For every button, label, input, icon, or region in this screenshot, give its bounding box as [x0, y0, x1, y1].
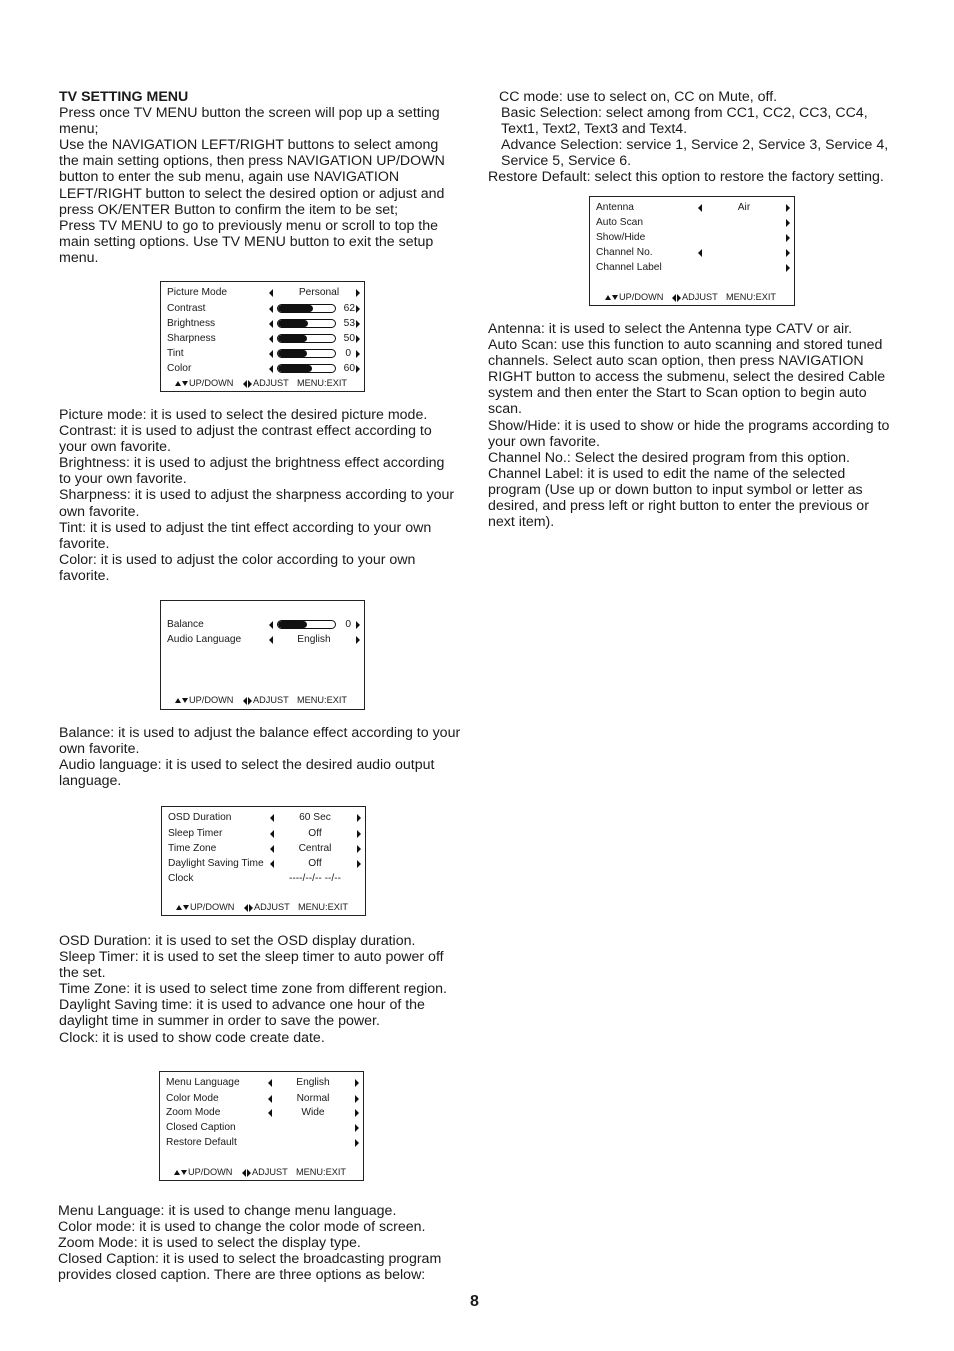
cc-line: CC mode: use to select on, CC on Mute, off. [499, 89, 778, 105]
desc-line: channels. Select auto scan option, then press NAVIGATION [488, 353, 864, 370]
desc-line: Auto Scan: use this function to auto scanning and stored tuned [488, 337, 883, 354]
menu-row-tint[interactable] [167, 346, 358, 361]
menu-row-label: Color Mode [166, 1093, 219, 1104]
menu-row-zoom-mode[interactable] [166, 1105, 357, 1120]
channel-description [488, 321, 908, 530]
left-arrow-icon[interactable] [269, 621, 273, 629]
desc-line: Channel No.: Select the desired program from this option. [488, 449, 850, 466]
right-arrow-icon[interactable] [356, 320, 360, 328]
desc-line: system and then enter the Start to Scan option to begin auto [488, 385, 867, 402]
menu-row-channel-label[interactable] [596, 260, 788, 275]
right-arrow-icon[interactable] [786, 234, 790, 242]
intro-line: Use the NAVIGATION LEFT/RIGHT buttons to select among [59, 137, 439, 154]
menu-row-label: Balance [167, 619, 204, 630]
up-down-icon [174, 1169, 188, 1177]
level-slider[interactable] [277, 319, 336, 328]
menu-row-label: Tint [167, 348, 184, 359]
intro-line: the main setting options, then press NAVIGATION UP/DOWN [59, 153, 445, 170]
menu-row-value: Wide [301, 1107, 325, 1118]
desc-line: Audio language: it is used to select the desired audio output [59, 757, 435, 774]
left-arrow-icon[interactable] [268, 1095, 272, 1103]
menu-row-label: Sharpness [167, 333, 216, 344]
right-arrow-icon[interactable] [356, 289, 360, 297]
menu-row-closed-caption[interactable] [166, 1120, 357, 1135]
menu-row-label: Closed Caption [166, 1122, 236, 1133]
picture-description [59, 407, 479, 584]
right-arrow-icon[interactable] [357, 860, 361, 868]
exit-hint: MENU:EXIT [297, 695, 348, 705]
desc-line: provides closed caption. There are three options as below: [58, 1267, 426, 1284]
intro-line: press OK/ENTER Button to confirm the item to be set; [59, 201, 399, 218]
up-down-icon [605, 294, 619, 302]
desc-line: OSD Duration: it is used to set the OSD display duration. [59, 933, 416, 949]
desc-line: Show/Hide: it is used to show or hide the programs according to [488, 417, 890, 434]
exit-hint: MENU:EXIT [726, 292, 777, 302]
menu-row-osd-duration[interactable] [168, 810, 359, 825]
right-arrow-icon[interactable] [355, 1124, 359, 1132]
menu-row-label: Audio Language [167, 634, 242, 645]
left-arrow-icon[interactable] [269, 289, 273, 297]
menu-row-value: Personal [298, 287, 340, 298]
menu-row-picture-mode[interactable] [167, 285, 358, 300]
adjust-hint: ADJUST [252, 1167, 288, 1177]
adjust-hint: ADJUST [254, 902, 290, 912]
right-arrow-icon[interactable] [786, 219, 790, 227]
desc-line: favorite. [59, 567, 110, 584]
desc-line: language. [59, 773, 122, 790]
menu-row-label: Menu Language [166, 1077, 240, 1088]
channel-menu-box [589, 196, 795, 306]
menu-row-value: 50 [343, 333, 355, 344]
menu-row-value: ----/--/-- --/-- [288, 873, 342, 884]
updown-hint: UP/DOWN [190, 902, 235, 912]
audio-menu-box [160, 600, 365, 710]
desc-line: RIGHT button to access the submenu, select the desired Cable [488, 369, 886, 386]
desc-line: own favorite. [59, 503, 140, 520]
left-arrow-icon[interactable] [269, 305, 273, 313]
menu-row-label: Color [167, 363, 192, 374]
cc-line: Service 5, Service 6. [501, 153, 632, 170]
right-arrow-icon[interactable] [356, 350, 360, 358]
updown-hint: UP/DOWN [189, 695, 234, 705]
menu-row-label: Channel Label [596, 262, 662, 273]
desc-line: Color mode: it is used to change the color mode of screen. [58, 1219, 426, 1236]
left-arrow-icon[interactable] [698, 249, 702, 257]
page-number: 8 [470, 1293, 479, 1310]
menu-row-time-zone[interactable] [168, 841, 359, 856]
menu-row-clock [168, 871, 359, 886]
menu-row-value: Off [308, 858, 322, 869]
right-arrow-icon[interactable] [356, 305, 360, 313]
right-arrow-icon[interactable] [356, 621, 360, 629]
level-slider[interactable] [277, 620, 336, 629]
level-slider[interactable] [277, 349, 336, 358]
menu-row-color[interactable] [167, 361, 358, 376]
menu-row-sleep-timer[interactable] [168, 826, 359, 841]
desc-line: Sleep Timer: it is used to set the sleep timer to auto power off [59, 949, 444, 966]
desc-line: Menu Language: it is used to change menu language. [58, 1203, 397, 1219]
desc-line: desired, and press left or right button to enter the previous or [488, 498, 869, 515]
menu-row-value: English [296, 1077, 330, 1088]
time-menu-box [161, 806, 366, 916]
right-arrow-icon[interactable] [355, 1139, 359, 1147]
intro-line: Press once TV MENU button the screen will pop up a setting [59, 105, 440, 122]
menu-row-value: English [297, 634, 331, 645]
intro-line: menu. [59, 249, 99, 266]
menu-row-label: Sleep Timer [168, 828, 223, 839]
left-arrow-icon[interactable] [269, 320, 273, 328]
adjust-hint: ADJUST [682, 292, 718, 302]
menu-row-value: 60 [343, 363, 355, 374]
desc-line: Brightness: it is used to adjust the brightness effect according [59, 455, 445, 472]
desc-line: Daylight Saving time: it is used to advance one hour of the [59, 997, 425, 1014]
menu-row-label: Clock [168, 873, 194, 884]
intro-line: LEFT/RIGHT button to select the desired option or adjust and [59, 185, 445, 202]
up-down-icon [175, 380, 189, 388]
intro-line: button to enter the sub menu, again use NAVIGATION [59, 169, 400, 186]
right-arrow-icon[interactable] [356, 365, 360, 373]
left-right-icon [243, 380, 253, 388]
time-description [59, 933, 479, 1046]
section-heading: TV SETTING MENU [59, 89, 189, 105]
menu-row-sharpness[interactable] [167, 331, 358, 346]
menu-row-label: Daylight Saving Time [168, 858, 264, 869]
adjust-hint: ADJUST [253, 378, 289, 388]
desc-line: Tint: it is used to adjust the tint effect according to your own [59, 519, 432, 536]
right-arrow-icon[interactable] [355, 1079, 359, 1087]
right-arrow-icon[interactable] [356, 335, 360, 343]
left-intro-section [59, 89, 479, 266]
menu-row-value: Normal [296, 1093, 330, 1104]
updown-hint: UP/DOWN [619, 292, 664, 302]
cc-line: Advance Selection: service 1, Service 2, Service 3, Service 4, [501, 137, 889, 154]
menu-row-label: Auto Scan [596, 217, 644, 228]
updown-hint: UP/DOWN [189, 378, 234, 388]
desc-line: Sharpness: it is used to adjust the sharpness according to your [59, 487, 455, 504]
menu-row-channel-no[interactable] [596, 245, 788, 260]
desc-line: daylight time in summer in order to save the power. [59, 1013, 380, 1030]
left-arrow-icon[interactable] [270, 814, 274, 822]
menu-row-value: 0 [345, 348, 351, 359]
menu-row-balance[interactable] [167, 617, 358, 632]
updown-hint: UP/DOWN [188, 1167, 233, 1177]
desc-line: Picture mode: it is used to select the desired picture mode. [59, 407, 428, 423]
desc-line: your own favorite. [59, 439, 171, 456]
desc-line: scan. [488, 401, 522, 418]
intro-line: main setting options. Use TV MENU button to exit the setup [59, 233, 434, 250]
menu-row-value: 62 [343, 303, 355, 314]
menu-row-value: 53 [343, 318, 355, 329]
desc-line: favorite. [59, 535, 110, 552]
menu-row-value: Central [298, 843, 332, 854]
menu-row-label: Show/Hide [596, 232, 646, 243]
desc-line: program (Use up or down button to input symbol or letter as [488, 481, 863, 498]
menu-row-label: Contrast [167, 303, 206, 314]
exit-hint: MENU:EXIT [297, 378, 348, 388]
exit-hint: MENU:EXIT [296, 1167, 347, 1177]
menu-row-auto-scan[interactable] [596, 215, 788, 230]
left-right-icon [244, 904, 254, 912]
level-slider[interactable] [277, 334, 336, 343]
restore-line: Restore Default: select this option to restore the factory setting. [488, 169, 884, 186]
desc-line: Closed Caption: it is used to select the broadcasting program [58, 1251, 442, 1268]
menu-row-value: 60 Sec [299, 812, 331, 823]
menu-row-show-hide[interactable] [596, 230, 788, 245]
desc-line: Contrast: it is used to adjust the contrast effect according to [59, 423, 432, 440]
cc-line: Basic Selection: select among from CC1, CC2, CC3, CC4, [501, 105, 868, 122]
audio-description [59, 725, 479, 789]
menu-row-value: 0 [345, 619, 351, 630]
left-right-icon [242, 1169, 252, 1177]
right-arrow-icon[interactable] [786, 249, 790, 257]
left-right-icon [243, 697, 253, 705]
left-right-icon [672, 294, 682, 302]
menu-row-label: OSD Duration [168, 812, 232, 823]
level-slider[interactable] [277, 364, 336, 373]
menu-row-label: Time Zone [168, 843, 217, 854]
left-arrow-icon[interactable] [269, 636, 273, 644]
right-arrow-icon[interactable] [357, 830, 361, 838]
desc-line: the set. [59, 965, 106, 982]
picture-menu-box [160, 281, 365, 392]
menu-row-value: Off [308, 828, 322, 839]
left-arrow-icon[interactable] [270, 860, 274, 868]
adjust-hint: ADJUST [253, 695, 289, 705]
menu-row-restore-default[interactable] [166, 1135, 357, 1150]
menu-row-color-mode[interactable] [166, 1091, 357, 1106]
left-arrow-icon[interactable] [270, 830, 274, 838]
desc-line: your own favorite. [488, 433, 600, 450]
right-arrow-icon[interactable] [356, 636, 360, 644]
right-arrow-icon[interactable] [355, 1095, 359, 1103]
up-down-icon [176, 904, 190, 912]
desc-line: next item). [488, 514, 555, 531]
desc-line: Color: it is used to adjust the color according to your own [59, 551, 416, 568]
left-arrow-icon[interactable] [269, 335, 273, 343]
level-slider[interactable] [277, 304, 336, 313]
left-arrow-icon[interactable] [270, 845, 274, 853]
setup-description [58, 1203, 478, 1283]
menu-row-menu-language[interactable] [166, 1075, 357, 1090]
right-arrow-icon[interactable] [786, 204, 790, 212]
menu-row-contrast[interactable] [167, 301, 358, 316]
closed-caption-options [488, 89, 908, 186]
menu-row-label: Brightness [167, 318, 216, 329]
menu-row-label: Antenna [596, 202, 634, 213]
right-arrow-icon[interactable] [357, 814, 361, 822]
left-arrow-icon[interactable] [698, 204, 702, 212]
menu-row-brightness[interactable] [167, 316, 358, 331]
desc-line: own favorite. [59, 741, 140, 758]
desc-line: Channel Label: it is used to edit the name of the selected [488, 465, 846, 482]
menu-row-audio-language[interactable] [167, 632, 358, 647]
menu-row-antenna[interactable] [596, 200, 788, 215]
left-arrow-icon[interactable] [269, 350, 273, 358]
intro-line: Press TV MENU to go to previously menu or scroll to top the [59, 217, 439, 234]
right-arrow-icon[interactable] [786, 264, 790, 272]
right-arrow-icon[interactable] [355, 1109, 359, 1117]
desc-line: Zoom Mode: it is used to select the display type. [58, 1235, 361, 1252]
left-arrow-icon[interactable] [268, 1079, 272, 1087]
left-arrow-icon[interactable] [269, 365, 273, 373]
menu-row-label: Zoom Mode [166, 1107, 221, 1118]
menu-row-label: Channel No. [596, 247, 653, 258]
menu-row-value: Air [737, 202, 751, 213]
menu-row-label: Restore Default [166, 1137, 237, 1148]
desc-line: Antenna: it is used to select the Antenna type CATV or air. [488, 321, 853, 337]
desc-line: Clock: it is used to show code create date. [59, 1029, 325, 1046]
exit-hint: MENU:EXIT [298, 902, 349, 912]
menu-row-label: Picture Mode [167, 287, 228, 298]
desc-line: Balance: it is used to adjust the balance effect according to your [59, 725, 461, 741]
up-down-icon [175, 697, 189, 705]
left-arrow-icon[interactable] [268, 1109, 272, 1117]
desc-line: Time Zone: it is used to select time zone from different region. [59, 981, 447, 998]
menu-row-daylight-saving[interactable] [168, 856, 359, 871]
setup-menu-box [159, 1071, 364, 1181]
intro-line: menu; [59, 121, 99, 138]
cc-line: Text1, Text2, Text3 and Text4. [501, 121, 688, 138]
right-arrow-icon[interactable] [357, 845, 361, 853]
desc-line: to your own favorite. [59, 471, 187, 488]
